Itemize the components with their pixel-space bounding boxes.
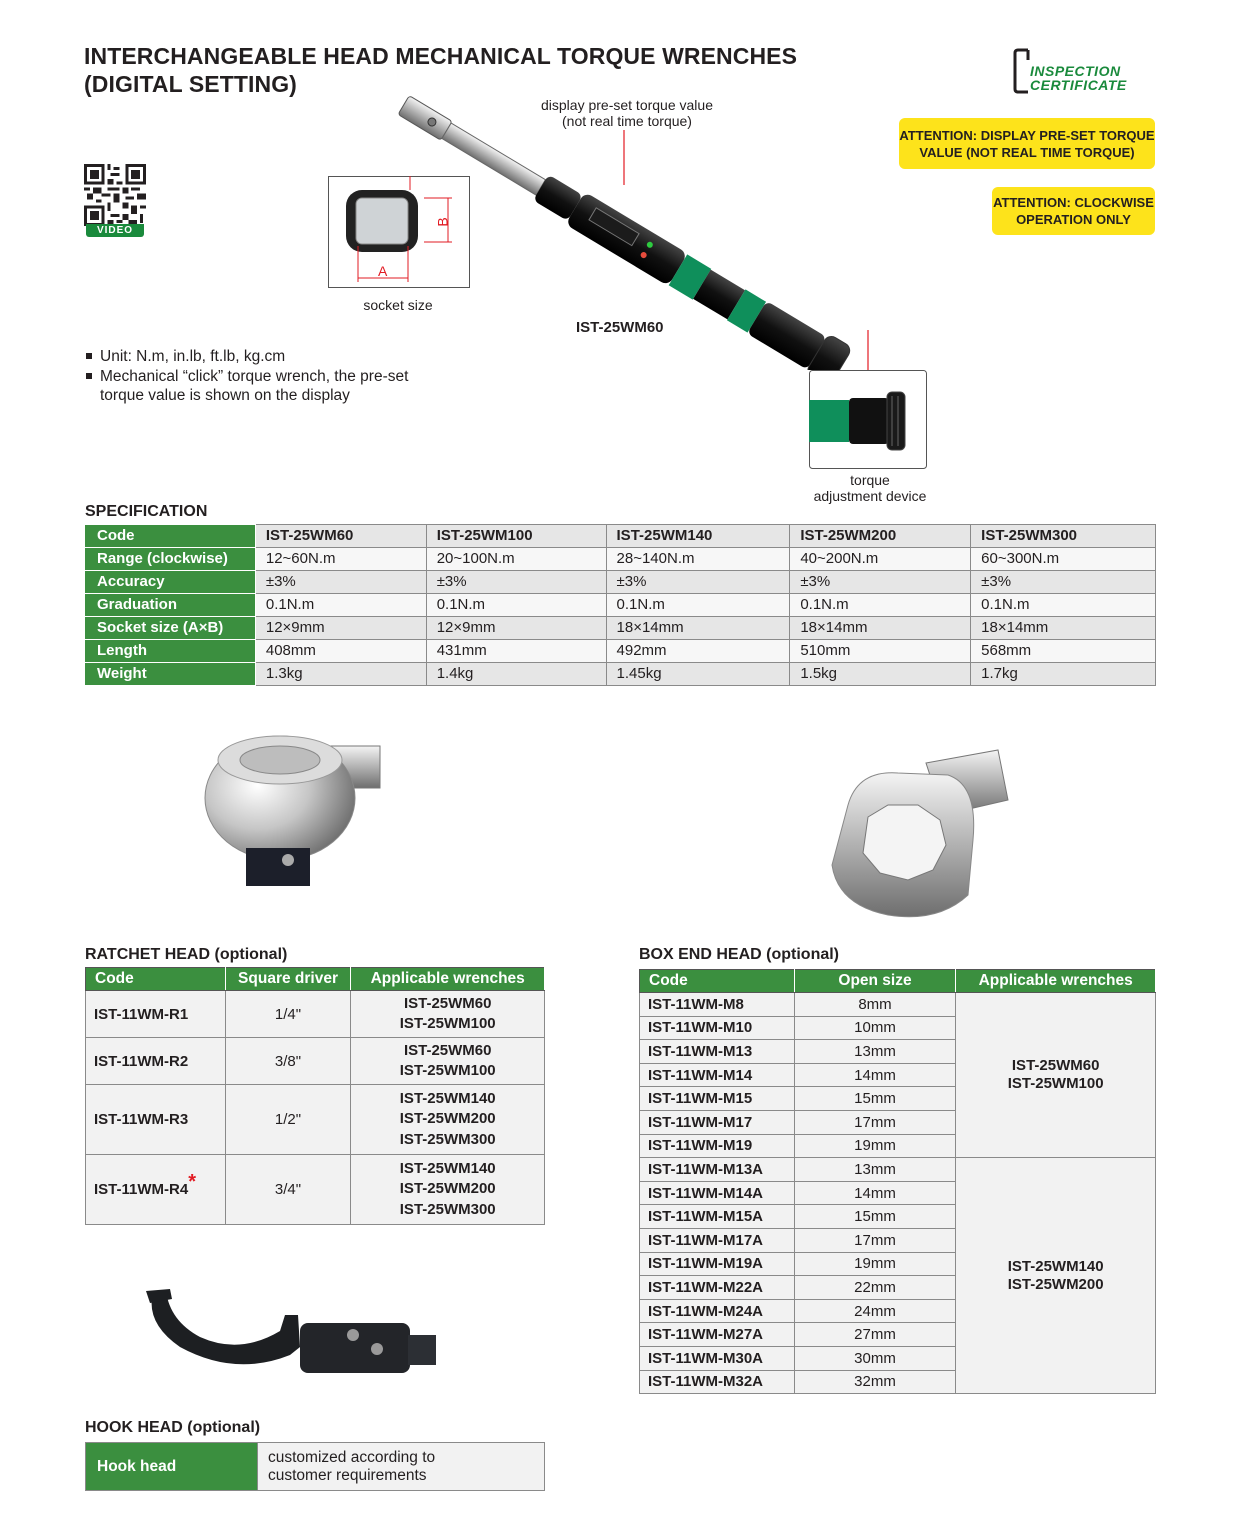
applicable-wrenches: [351, 1155, 545, 1225]
wrench-model: IST-25WM140: [399, 1089, 496, 1107]
box-end-code: IST-11WM-M14: [640, 1063, 795, 1087]
ratchet-head-table: [85, 967, 545, 1225]
wrench-model: IST-25WM100: [399, 1062, 496, 1079]
box-end-code: IST-11WM-M32A: [640, 1370, 795, 1394]
square-driver: 3/8": [225, 1038, 351, 1085]
column-header: Open size: [794, 970, 956, 993]
ratchet-code: IST-11WM-R1: [86, 991, 226, 1038]
table-row: [640, 993, 1156, 1017]
spec-cell: 18×14mm: [790, 617, 971, 640]
table-row: [86, 525, 1156, 548]
wrench-model: IST-25WM60: [403, 1041, 492, 1059]
spec-cell: 12×9mm: [426, 617, 606, 640]
table-row: [86, 1155, 545, 1225]
table-row: [86, 617, 1156, 640]
table-row: [86, 1085, 545, 1155]
qr-code-icon[interactable]: [84, 164, 146, 226]
spec-cell: ±3%: [255, 571, 426, 594]
box-end-code: IST-11WM-M14A: [640, 1181, 795, 1205]
box-end-code: IST-11WM-M10: [640, 1016, 795, 1040]
spec-cell: IST-25WM100: [426, 525, 606, 548]
spec-cell: 12~60N.m: [255, 548, 426, 571]
spec-cell: 28~140N.m: [606, 548, 790, 571]
spec-cell: 18×14mm: [971, 617, 1156, 640]
open-size: 17mm: [794, 1110, 956, 1134]
box-end-code: IST-11WM-M27A: [640, 1323, 795, 1347]
table-row: [86, 571, 1156, 594]
square-driver: 1/4": [225, 991, 351, 1038]
open-size: 13mm: [794, 1040, 956, 1064]
spec-cell: 1.45kg: [606, 663, 790, 686]
ratchet-code: IST-11WM-R2: [86, 1038, 226, 1085]
table-row: [86, 1038, 545, 1085]
spec-row-label: Socket size (A×B): [86, 617, 256, 640]
box-end-code: IST-11WM-M30A: [640, 1346, 795, 1370]
spec-cell: 0.1N.m: [790, 594, 971, 617]
socket-size-image: [328, 176, 470, 288]
spec-cell: 1.5kg: [790, 663, 971, 686]
spec-cell: ±3%: [426, 571, 606, 594]
wrench-model: IST-25WM200: [399, 1110, 496, 1128]
column-header: Code: [640, 970, 795, 993]
open-size: 27mm: [794, 1323, 956, 1347]
box-end-head-image: [828, 745, 1013, 925]
spec-row-label: Code: [86, 525, 256, 548]
attention-preset-badge: ATTENTION: DISPLAY PRE-SET TORQUE VALUE (NOT REAL TIME TORQUE): [899, 118, 1155, 169]
open-size: 15mm: [794, 1205, 956, 1229]
spec-row-label: Length: [86, 640, 256, 663]
torque-adjustment-image: [809, 370, 927, 469]
spec-cell: 20~100N.m: [426, 548, 606, 571]
square-driver: 3/4": [225, 1155, 351, 1225]
model-label: IST-25WM60: [576, 319, 664, 336]
feature-item: Mechanical “click” torque wrench, the pre-set: [84, 367, 408, 387]
column-header: Square driver: [225, 968, 351, 991]
column-header: Applicable wrenches: [351, 968, 545, 991]
table-header-row: [640, 970, 1156, 993]
column-header: Applicable wrenches: [956, 970, 1156, 993]
wrench-model: IST-25WM140: [399, 1159, 496, 1177]
box-end-code: IST-11WM-M19: [640, 1134, 795, 1158]
open-size: 10mm: [794, 1016, 956, 1040]
open-size: 22mm: [794, 1276, 956, 1300]
feature-item-continued: torque value is shown on the display: [100, 387, 350, 404]
page-title: INTERCHANGEABLE HEAD MECHANICAL TORQUE WRENCHES (DIGITAL SETTING): [84, 43, 798, 97]
video-badge[interactable]: VIDEO: [86, 224, 144, 237]
spec-cell: 0.1N.m: [426, 594, 606, 617]
wrench-model: IST-25WM300: [399, 1200, 496, 1218]
hook-head-value: customized according to customer requirements: [258, 1443, 545, 1491]
spec-cell: 1.7kg: [971, 663, 1156, 686]
ratchet-code: IST-11WM-R4*: [86, 1155, 226, 1225]
open-size: 32mm: [794, 1370, 956, 1394]
dimension-a-label: A: [378, 263, 388, 279]
hook-head-label: Hook head: [86, 1443, 258, 1491]
box-end-code: IST-11WM-M13: [640, 1040, 795, 1064]
wrench-model: IST-25WM100: [399, 1015, 496, 1032]
square-driver: 1/2": [225, 1085, 351, 1155]
spec-row-label: Graduation: [86, 594, 256, 617]
wrench-model: IST-25WM60: [403, 994, 492, 1012]
asterisk-mark: *: [188, 1171, 196, 1193]
spec-cell: 510mm: [790, 640, 971, 663]
open-size: 8mm: [794, 993, 956, 1017]
ratchet-code: IST-11WM-R3: [86, 1085, 226, 1155]
spec-cell: IST-25WM140: [606, 525, 790, 548]
wrench-model: IST-25WM200: [1007, 1275, 1104, 1293]
open-size: 19mm: [794, 1252, 956, 1276]
spec-cell: 18×14mm: [606, 617, 790, 640]
applicable-wrenches: [351, 991, 545, 1038]
spec-cell: IST-25WM60: [255, 525, 426, 548]
spec-cell: 568mm: [971, 640, 1156, 663]
hook-head-title: HOOK HEAD (optional): [85, 1419, 261, 1436]
ratchet-head-image: [200, 728, 385, 893]
applicable-wrenches: [351, 1085, 545, 1155]
spec-cell: 0.1N.m: [255, 594, 426, 617]
table-row: [86, 663, 1156, 686]
open-size: 17mm: [794, 1228, 956, 1252]
table-row: [86, 991, 545, 1038]
spec-cell: 12×9mm: [255, 617, 426, 640]
open-size: 24mm: [794, 1299, 956, 1323]
spec-cell: ±3%: [971, 571, 1156, 594]
wrench-model: IST-25WM300: [399, 1130, 496, 1148]
spec-cell: 60~300N.m: [971, 548, 1156, 571]
box-end-code: IST-11WM-M22A: [640, 1276, 795, 1300]
spec-cell: 431mm: [426, 640, 606, 663]
open-size: 30mm: [794, 1346, 956, 1370]
wrench-model: IST-25WM100: [1007, 1075, 1104, 1093]
attention-clockwise-badge: ATTENTION: CLOCKWISE OPERATION ONLY: [992, 187, 1155, 235]
spec-cell: 492mm: [606, 640, 790, 663]
spec-row-label: Accuracy: [86, 571, 256, 594]
applicable-wrenches: [956, 993, 1156, 1158]
display-callout: display pre-set torque value (not real time torque): [541, 97, 713, 129]
feature-item: Unit: N.m, in.lb, ft.lb, kg.cm: [84, 347, 408, 367]
spec-cell: 40~200N.m: [790, 548, 971, 571]
box-end-code: IST-11WM-M24A: [640, 1299, 795, 1323]
spec-cell: 1.4kg: [426, 663, 606, 686]
inspection-certificate-text: INSPECTION CERTIFICATE: [1030, 63, 1127, 93]
ratchet-head-title: RATCHET HEAD (optional): [85, 946, 288, 963]
applicable-wrenches: [351, 1038, 545, 1085]
spec-cell: 1.3kg: [255, 663, 426, 686]
box-end-code: IST-11WM-M8: [640, 993, 795, 1017]
feature-list: [84, 347, 408, 406]
wrench-model: IST-25WM60: [1011, 1057, 1100, 1075]
box-end-code: IST-11WM-M17A: [640, 1228, 795, 1252]
wrench-model: IST-25WM200: [399, 1180, 496, 1198]
box-end-code: IST-11WM-M19A: [640, 1252, 795, 1276]
spec-cell: ±3%: [606, 571, 790, 594]
specification-table: [85, 524, 1156, 686]
open-size: 14mm: [794, 1181, 956, 1205]
socket-size-caption: socket size: [363, 297, 433, 313]
table-row: [86, 640, 1156, 663]
spec-cell: IST-25WM200: [790, 525, 971, 548]
spec-cell: 0.1N.m: [606, 594, 790, 617]
table-row: [640, 1158, 1156, 1182]
table-row: [86, 1443, 545, 1491]
dimension-b-label: B: [434, 217, 451, 227]
applicable-wrenches: [956, 1158, 1156, 1394]
hook-head-table: [85, 1442, 545, 1491]
wrench-model: IST-25WM140: [1007, 1257, 1104, 1275]
spec-cell: 0.1N.m: [971, 594, 1156, 617]
column-header: Code: [86, 968, 226, 991]
open-size: 13mm: [794, 1158, 956, 1182]
box-end-head-table: [639, 969, 1156, 1394]
adjustment-caption: torque adjustment device: [813, 472, 927, 504]
box-end-code: IST-11WM-M13A: [640, 1158, 795, 1182]
spec-cell: 408mm: [255, 640, 426, 663]
open-size: 19mm: [794, 1134, 956, 1158]
spec-cell: ±3%: [790, 571, 971, 594]
table-row: [86, 548, 1156, 571]
spec-row-label: Weight: [86, 663, 256, 686]
hook-head-image: [140, 1285, 440, 1385]
box-end-code: IST-11WM-M17: [640, 1110, 795, 1134]
spec-cell: IST-25WM300: [971, 525, 1156, 548]
box-end-code: IST-11WM-M15A: [640, 1205, 795, 1229]
table-row: [86, 594, 1156, 617]
box-end-code: IST-11WM-M15: [640, 1087, 795, 1111]
specification-title: SPECIFICATION: [85, 503, 208, 520]
spec-row-label: Range (clockwise): [86, 548, 256, 571]
open-size: 14mm: [794, 1063, 956, 1087]
open-size: 15mm: [794, 1087, 956, 1111]
box-end-head-title: BOX END HEAD (optional): [639, 946, 840, 963]
table-header-row: [86, 968, 545, 991]
